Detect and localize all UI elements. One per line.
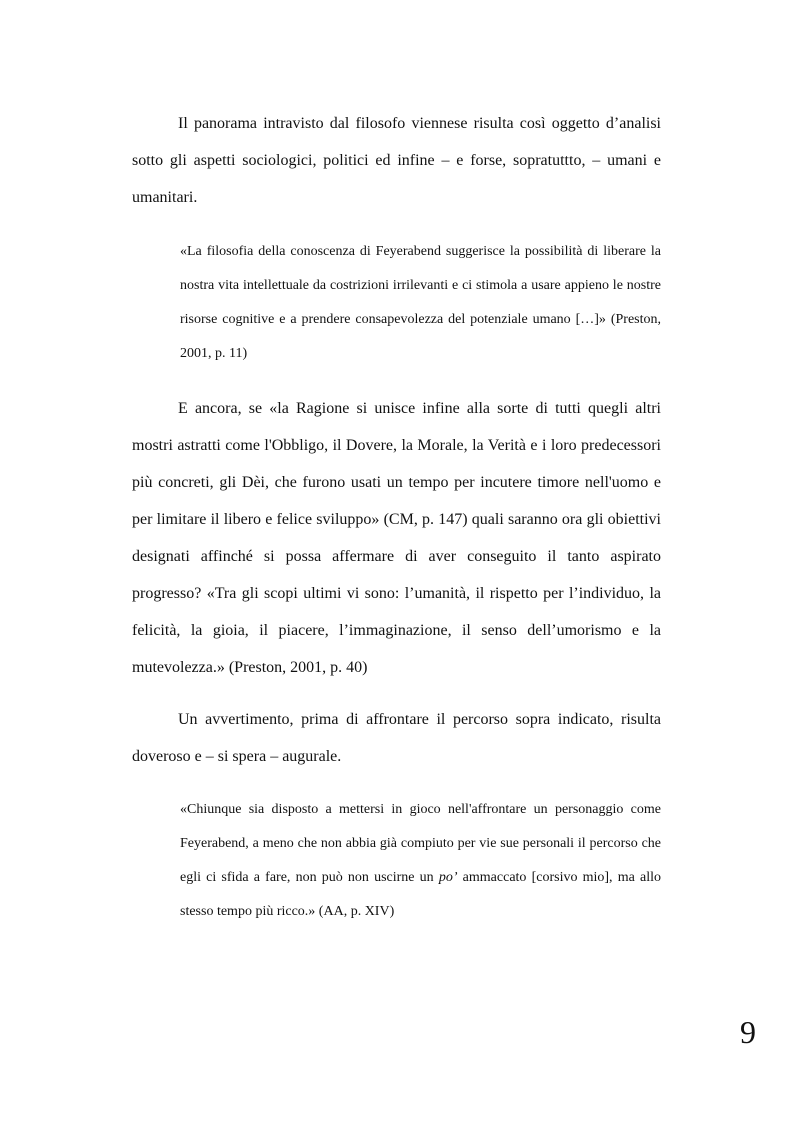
body-paragraph: Un avvertimento, prima di affrontare il percorso sopra indicato, risulta doveroso e – si spera – augurale.: [132, 711, 661, 765]
block-quote: «La filosofia della conoscenza di Feyerabend suggerisce la possibilità di liberare la nostra vita intellettuale da costrizioni irrilevanti e ci stimola a usare appieno le nostre risorse cognitive e a prendere consapevolezza del potenziale umano […]» (Preston, 2001, p. 11): [180, 244, 661, 361]
block-quote: [180, 793, 661, 929]
quote-text: ammaccato [corsivo mio], ma allo stesso tempo più ricco.» (AA, p. XIV): [180, 870, 661, 919]
page-number: 9: [740, 1014, 756, 1050]
quote-italic-text: po’: [438, 870, 458, 885]
quote-text: «Chiunque sia disposto a mettersi in gioco nell'affrontare un personaggio come Feyerabend, a meno che non abbia già compiuto per vie sue personali il percorso che egli ci sfida a fare, non può non uscirne un: [180, 802, 661, 885]
body-paragraph: Il panorama intravisto dal filosofo viennese risulta così oggetto d’analisi sotto gli aspetti sociologici, politici ed infine – e forse, sopratuttto, – umani e umanitari.: [132, 115, 661, 206]
body-paragraph: E ancora, se «la Ragione si unisce infine alla sorte di tutti quegli altri mostri astratti come l'Obbligo, il Dovere, la Morale, la Verità e i loro predecessori più concreti, gli Dèi, che furono usati un tempo per incutere timore nell'uomo e per limitare il libero e felice sviluppo» (CM, p. 147) quali saranno ora gli obiettivi designati affinché si possa affermare di aver conseguito il tanto aspirato progresso? «Tra gli scopi ultimi vi sono: l’umanità, il rispetto per l’individuo, la felicità, la gioia, il piacere, l’immaginazione, il senso dell’umorismo e la mutevolezza.» (Preston, 2001, p. 40): [132, 400, 661, 676]
